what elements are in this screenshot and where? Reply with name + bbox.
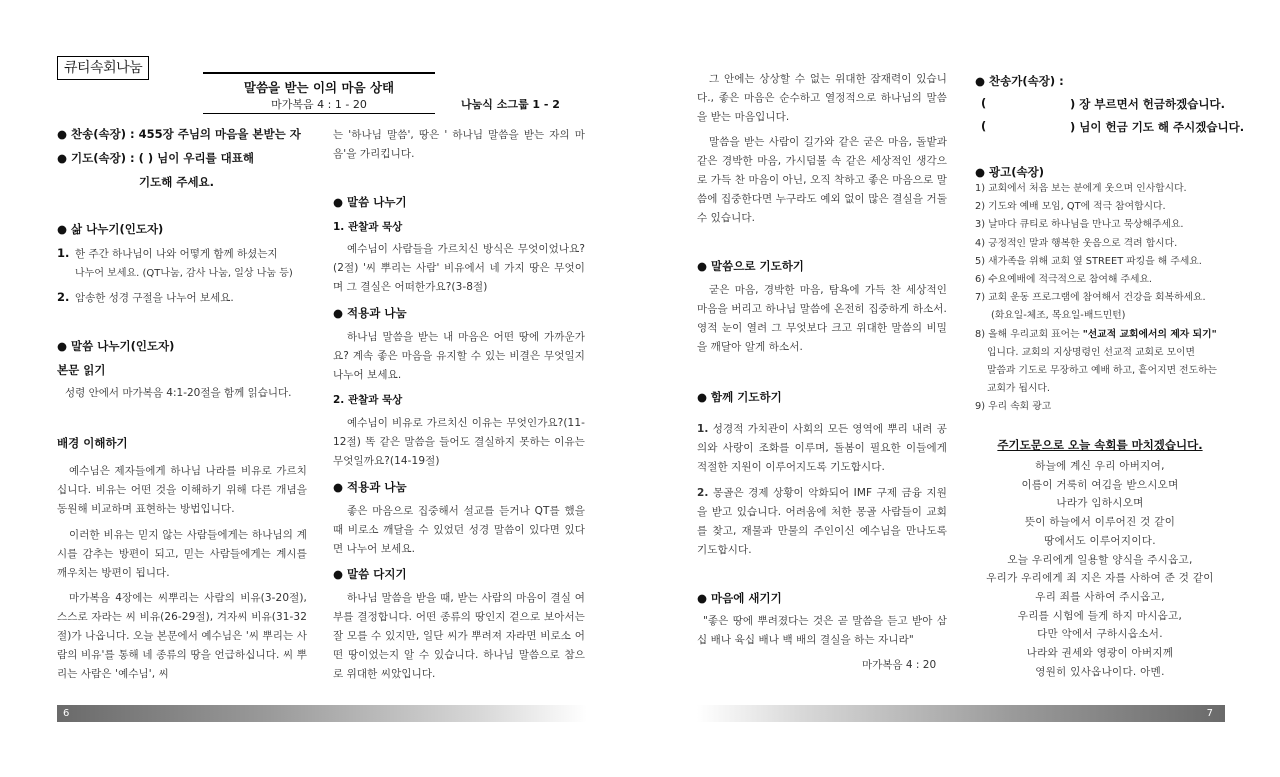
offering-hymn-line: ) 장 부르면서 헌금하겠습니다. <box>1070 97 1225 111</box>
col2-continuation: 는 '하나님 말씀', 땅은 ' 하나님 말씀을 받는 자의 마음'을 가리킵니다. <box>333 129 585 160</box>
offering-prayer-line: ) 님이 헌금 기도 해 주시겠습니다. <box>1070 120 1245 134</box>
together-prayer-heading: ● 함께 기도하기 <box>697 390 782 404</box>
announcement-item: 말씀과 기도로 무장하고 예배 하고, 흩어지면 전도하는 <box>987 365 1218 377</box>
life-sharing-heading: ● 삶 나누기(인도자) <box>57 222 164 236</box>
life-item-1-cont: 나누어 보세요. (QT나눔, 감사 나눔, 일상 나눔 등) <box>75 268 293 279</box>
life-item-number-2: 2. <box>57 290 70 304</box>
announcement-item: 5) 새가족을 위해 교회 옆 STREET 파킹을 해 주세요. <box>975 255 1202 267</box>
prayer-line: 나라와 권세와 영광이 아버지께 <box>1026 647 1174 660</box>
together-prayer-1-number: 1. <box>697 423 709 435</box>
footer-bar-left <box>57 705 587 722</box>
observation-2-heading: 2. 관찰과 묵상 <box>333 394 403 406</box>
application-1-text: 하나님 말씀을 받는 내 마음은 어떤 땅에 가까운가요? 계속 좋은 마음을 유지할 수 있는 비결은 무엇일지 나누어 보세요. <box>333 331 585 381</box>
announcement-item: 9) 우리 속회 광고 <box>975 401 1052 413</box>
prayer-line: 다만 악에서 구하시옵소서. <box>1037 628 1163 641</box>
life-item-number: 1. <box>57 246 70 260</box>
announcement-item: 교회가 됩시다. <box>987 383 1051 395</box>
announcement-item: 6) 수요예배에 적극적으로 참여해 주세요. <box>975 274 1153 286</box>
application-2-heading: ● 적용과 나눔 <box>333 480 407 494</box>
title-rule-top <box>203 72 435 74</box>
observation-1-text: 예수님이 사람들을 가르치신 방식은 무엇이었나요?(2절) '씨 뿌리는 사람' 비유에서 네 가지 땅은 무엇이며 그 결실은 어떠한가요?(3-8절) <box>333 243 585 293</box>
life-item-1: 한 주간 하나님이 나와 어떻게 함께 하셨는지 <box>75 248 278 260</box>
together-prayer-2 <box>697 484 947 560</box>
memory-heading: ● 마음에 새기기 <box>697 591 782 605</box>
observation-2-text: 예수님이 비유로 가르치신 이유는 무엇인가요?(11-12절) 똑 같은 말씀을 들어도 결실하지 못하는 이유는 무엇일까요?(14-19절) <box>333 417 585 467</box>
observation-1-heading: 1. 관찰과 묵상 <box>333 221 403 233</box>
application-1-heading: ● 적용과 나눔 <box>333 306 407 320</box>
offering-hymn-heading: ● 찬송가(속장) : <box>975 74 1064 88</box>
offering-hymn-paren: ( <box>981 96 987 110</box>
announcement-text: 8) 올해 우리교회 표어는 <box>975 328 1083 340</box>
reading-heading: 본문 읽기 <box>57 363 106 377</box>
prayer-line: 우리 죄를 사하여 주시옵고, <box>1035 590 1165 603</box>
prayer-line: 우리가 우리에게 죄 지은 자를 사하여 준 것 같이 <box>986 572 1214 585</box>
background-paragraph-1: 예수님은 제자들에게 하나님 나라를 비유로 가르치십니다. 비유는 어떤 것을 이해하기 위해 다른 개념을 동원해 비교하며 표현하는 방법입니다. <box>57 465 307 515</box>
announcement-item: (화요일-체조, 목요일-배드민턴) <box>991 310 1126 322</box>
section-tab: 큐티속회나눔 <box>57 56 149 80</box>
background-paragraph-3: 마가복음 4장에는 씨뿌리는 사람의 비유(3-20절), 스스로 자라는 씨 비유(26-29절), 겨자씨 비유(31-32절)가 나옵니다. 오늘 본문에서 예수님은 '씨 뿌리는 사람의 비유'를 통해 네 종류의 땅을 언급하십니다. 씨 뿌리는 사람은 '예수님', 씨 <box>57 592 307 680</box>
title-rule-bottom <box>203 113 435 114</box>
word-sharing-heading: ● 말씀 나누기(인도자) <box>57 339 175 353</box>
prayer-line: 땅에서도 이루어지이다. <box>1044 534 1156 547</box>
together-prayer-2-text: 몽골은 경제 상황이 악화되어 IMF 구제 금융 지원을 받고 있습니다. 어려움에 처한 몽골 사람들이 교회를 찾고, 재물과 만물의 주인이신 예수님을 만나도록 기도합시다. <box>697 487 947 556</box>
announcement-item: 4) 긍정적인 말과 행복한 웃음으로 격려 합시다. <box>975 237 1178 249</box>
offering-prayer-paren: ( <box>981 119 987 133</box>
hymn-line: ● 찬송(속장) : 455장 주님의 마음을 본받는 자 <box>57 127 301 141</box>
page-number-right: 7 <box>1206 708 1213 719</box>
announcement-item: 7) 교회 운동 프로그램에 참여해서 건강을 회복하세요. <box>975 292 1206 304</box>
together-prayer-1-text: 성경적 가치관이 사회의 모든 영역에 뿌리 내려 공의와 사랑이 조화를 이루며, 돌봄이 필요한 이들에게 적절한 지원이 이루어지도록 기도합시다. <box>697 423 947 473</box>
prayer-line: 이름이 거룩히 여김을 받으시오며 <box>1021 478 1179 491</box>
application-2-text: 좋은 마음으로 집중해서 설교를 듣거나 QT를 했을 때 비로소 깨달을 수 있었던 성경 말씀이 있다면 있다면 나누어 보세요. <box>333 505 585 555</box>
share-heading: ● 말씀 나누기 <box>333 195 407 209</box>
together-prayer-2-number: 2. <box>697 487 709 499</box>
resolve-text: 하나님 말씀을 받을 때, 받는 사람의 마음이 결실 여부를 결정합니다. 어떤 종류의 땅인지 겉으로 보아서는 잘 모를 수 있지만, 일단 씨가 뿌려져 자라면 비로소 어떤 땅이었는지 알 수 있습니다. 하나님 말씀으로 참으로 위대한 씨았입니다. <box>333 592 585 680</box>
prayer-line: 우리를 시험에 들게 하지 마시옵고, <box>1017 609 1183 622</box>
page-title: 말씀을 받는 이의 마음 상태 <box>243 80 395 95</box>
prayer-line-2: 기도해 주세요. <box>139 175 215 189</box>
pray-word-text: 굳은 마음, 경박한 마음, 탐욕에 가득 찬 세상적인 마음을 버리고 하나님 말씀에 온전히 집중하게 하소서. 영적 눈이 열려 그 무엇보다 크고 위대한 말씀의 비밀을 깨달아 알게 하소서. <box>697 284 947 353</box>
reading-text: 성령 안에서 마가복음 4:1-20절을 함께 읽습니다. <box>65 387 292 399</box>
resolve-heading: ● 말씀 다지기 <box>333 567 407 581</box>
announcement-item: 3) 날마다 큐티로 하나님을 만나고 묵상해주세요. <box>975 219 1184 231</box>
announcement-item: 입니다. 교회의 지상명령인 선교적 교회로 모이면 <box>987 346 1195 358</box>
announcement-item: 1) 교회에서 처음 보는 분에게 웃으며 인사합시다. <box>975 183 1187 194</box>
group-label: 나눔식 소그룹 1 - 2 <box>461 98 560 111</box>
prayer-line: 하늘에 계신 우리 아버지여, <box>1035 460 1165 472</box>
together-prayer-1 <box>697 420 947 477</box>
prayer-line: 나라가 임하시오며 <box>1056 497 1144 510</box>
life-item-2: 암송한 성경 구절을 나누어 보세요. <box>75 292 234 304</box>
motto-text: "선교적 교회에서의 제자 되기" <box>1082 328 1217 340</box>
lords-prayer <box>960 457 1240 681</box>
pray-word-heading: ● 말씀으로 기도하기 <box>697 259 804 273</box>
memory-verse: "좋은 땅에 뿌려졌다는 것은 곧 말씀을 듣고 받아 삼십 배나 육십 배나 백 배의 결실을 하는 자니라" <box>697 615 947 646</box>
memory-reference: 마가복음 4 : 20 <box>862 659 937 671</box>
background-paragraph-2: 이러한 비유는 믿지 않는 사람들에게는 하나님의 계시를 감추는 방편이 되고, 믿는 사람들에게는 계시를 깨우치는 방편이 됩니다. <box>57 529 307 579</box>
announcements-heading: ● 광고(속장) <box>975 165 1044 179</box>
closing-heading: 주기도문으로 오늘 속회를 마치겠습니다. <box>997 438 1203 452</box>
announcement-item <box>975 326 1225 344</box>
col3-paragraph-1: 그 안에는 상상할 수 없는 위대한 잠재력이 있습니다., 좋은 마음은 순수하고 열정적으로 하나님의 말씀을 받는 마음입니다. <box>697 73 947 123</box>
prayer-line: 오늘 우리에게 일용할 양식을 주시옵고, <box>1007 553 1193 566</box>
announcement-item: 2) 기도와 예배 모임, QT에 적극 참여합시다. <box>975 201 1166 213</box>
prayer-line: 영원히 있사옵나이다. 아멘. <box>1035 665 1165 678</box>
scripture-reference: 마가복음 4 : 1 - 20 <box>271 98 367 111</box>
background-heading: 배경 이해하기 <box>57 436 128 450</box>
page-number-left: 6 <box>63 708 70 719</box>
prayer-line: ● 기도(속장) : ( ) 님이 우리를 대표해 <box>57 151 254 165</box>
prayer-line: 뜻이 하늘에서 이루어진 것 같이 <box>1024 516 1176 529</box>
col3-paragraph-2: 말씀을 받는 사람이 길가와 같은 굳은 마음, 돌밭과 같은 경박한 마음, 가시덤불 속 같은 세상적인 생각으로 가득 찬 마음이 아닌, 오직 착하고 좋은 마음으로 말씀에 집중한다면 누구라도 예외 없이 많은 결실을 거둘 수 있습니다. <box>697 136 947 224</box>
footer-bar-right <box>697 705 1225 722</box>
announcements-list <box>975 180 1225 417</box>
